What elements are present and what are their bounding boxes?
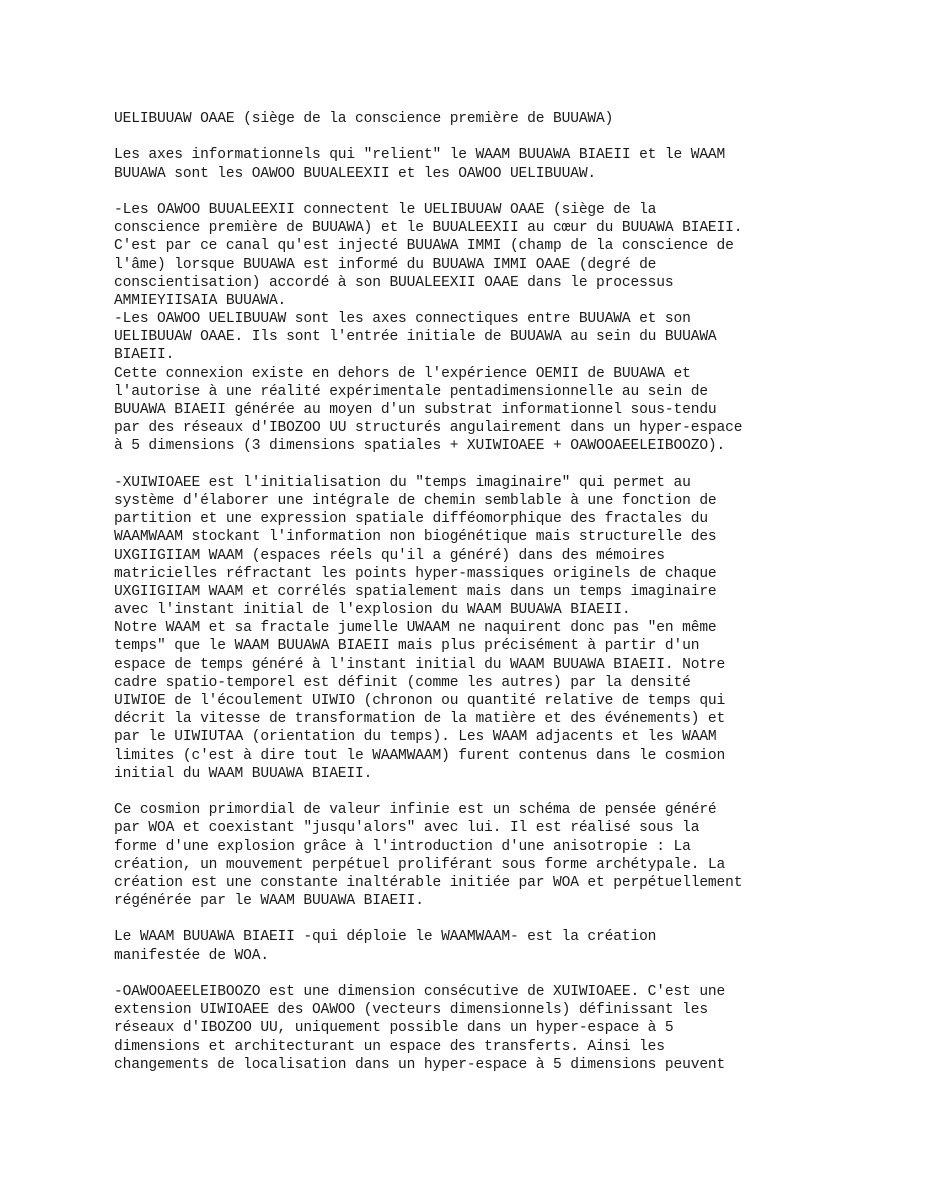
text-line: changements de localisation dans un hyper-espace à 5 dimensions peuvent [114,1056,726,1073]
paragraph-p1 [114,110,919,128]
text-line: conscience première de BUUAWA) et le BUUALEEXII au cœur du BUUAWA BIAEII. [114,220,743,237]
paragraph-p6 [114,801,919,910]
text-line: l'autorise à une réalité expérimentale pentadimensionnelle au sein de [114,383,708,400]
text-line: AMMIEYIISAIA BUUAWA. [114,292,287,309]
text-line: UELIBUUAW OAAE. Ils sont l'entrée initiale de BUUAWA au sein du BUUAWA [114,329,717,346]
text-line: initial du WAAM BUUAWA BIAEII. [114,765,373,782]
text-line: BUUAWA BIAEII générée au moyen d'un substrat informationnel sous-tendu [114,402,717,418]
text-line: régénérée par le WAAM BUUAWA BIAEII. [114,893,424,910]
text-line: cadre spatio-temporel est définit (comme les autres) par la densité [114,674,691,691]
text-line: UXGIIGIIAM WAAM (espaces réels qu'il a généré) dans des mémoires [114,547,665,564]
text-line: l'âme) lorsque BUUAWA est informé du BUUAWA IMMI OAAE (degré de [114,256,657,273]
text-line: UIWIOE de l'écoulement UIWIO (chronon ou quantité relative de temps qui [114,693,726,709]
text-line: création, un mouvement perpétuel proliférant sous forme archétypale. La [114,856,726,873]
text-line: temps" que le WAAM BUUAWA BIAEII mais plus précisément à partir d'un [114,638,700,655]
text-line: -Les OAWOO UELIBUUAW sont les axes connectiques entre BUUAWA et son [114,311,691,328]
text-line: espace de temps généré à l'instant initial du WAAM BUUAWA BIAEII. Notre [114,656,726,673]
text-line: -OAWOOAEELEIBOOZO est une dimension consécutive de XUIWIOAEE. C'est une [114,984,726,1000]
text-line: matricielles réfractant les points hyper-massiques originels de chaque [114,565,717,582]
paragraph-p2 [114,146,919,182]
text-line: Notre WAAM et sa fractale jumelle UWAAM ne naquirent donc pas "en même [114,620,717,637]
text-line: manifestée de WOA. [114,947,269,964]
text-line: BIAEII. [114,347,175,364]
text-line: Le WAAM BUUAWA BIAEII -qui déploie le WAAMWAAM- est la création [114,929,657,946]
text-line: -XUIWIOAEE est l'initialisation du "temps imaginaire" qui permet au [114,474,691,491]
text-line: réseaux d'IBOZOO UU, uniquement possible dans un hyper-espace à 5 [114,1020,674,1037]
text-line: par des réseaux d'IBOZOO UU structurés angulairement dans un hyper-espace [114,420,743,437]
text-line: C'est par ce canal qu'est injecté BUUAWA IMMI (champ de la conscience de [114,238,734,255]
paragraph-p3 [114,201,919,310]
text-line: création est une constante inaltérable initiée par WOA et perpétuellement [114,874,743,891]
text-line: partition et une expression spatiale difféomorphique des fractales du [114,511,708,528]
text-line: extension UIWIOAEE des OAWOO (vecteurs dimensionnels) définissant les [114,1002,708,1019]
paragraph-p5 [114,474,919,783]
paragraph-p4 [114,310,919,456]
text-line: par le UIWIUTAA (orientation du temps). Les WAAM adjacents et les WAAM [114,729,717,746]
text-line: conscientisation) accordé à son BUUALEEXII OAAE dans le processus [114,274,674,291]
text-line: BUUAWA sont les OAWOO BUUALEEXII et les OAWOO UELIBUUAW. [114,165,597,182]
text-line: UXGIIGIIAM WAAM et corrélés spatialement mais dans un temps imaginaire [114,583,717,600]
text-line: UELIBUUAW OAAE (siège de la conscience première de BUUAWA) [114,111,614,127]
text-line: limites (c'est à dire tout le WAAMWAAM) furent contenus dans le cosmion [114,747,726,764]
text-line: par WOA et coexistant "jusqu'alors" avec lui. Il est réalisé sous la [114,820,700,837]
text-line: Cette connexion existe en dehors de l'expérience OEMII de BUUAWA et [114,365,691,382]
text-line: à 5 dimensions (3 dimensions spatiales + XUIWIOAEE + OAWOOAEELEIBOOZO). [114,438,726,455]
text-line: -Les OAWOO BUUALEEXII connectent le UELIBUUAW OAAE (siège de la [114,201,657,218]
text-line: décrit la vitesse de transformation de la matière et des événements) et [114,711,726,728]
text-line: forme d'une explosion grâce à l'introduction d'une anisotropie : La [114,838,691,855]
paragraph-p7 [114,928,919,964]
text-line: WAAMWAAM stockant l'information non biogénétique mais structurelle des [114,529,717,546]
document-body [114,110,919,1092]
text-line: dimensions et architecturant un espace des transferts. Ainsi les [114,1038,665,1055]
text-line: système d'élaborer une intégrale de chemin semblable à une fonction de [114,492,717,509]
text-line: Ce cosmion primordial de valeur infinie est un schéma de pensée généré [114,802,717,819]
text-line: Les axes informationnels qui "relient" le WAAM BUUAWA BIAEII et le WAAM [114,147,726,164]
paragraph-p8 [114,983,919,1074]
text-line: avec l'instant initial de l'explosion du WAAM BUUAWA BIAEII. [114,602,631,619]
